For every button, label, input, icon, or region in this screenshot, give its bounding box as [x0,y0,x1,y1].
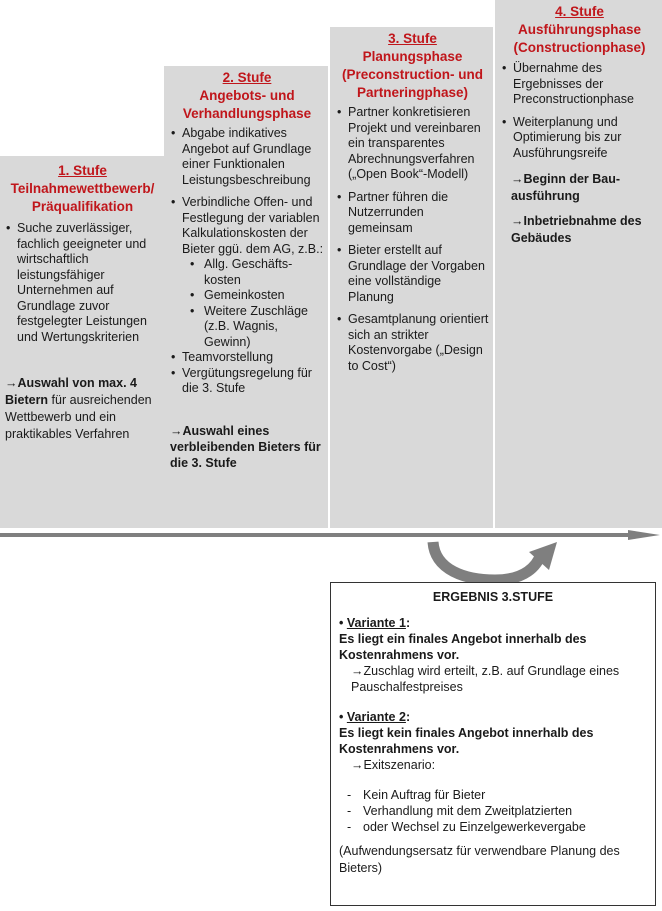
stage-3-subtitle-line2: (Preconstruction- und [342,67,483,82]
variante-2-text: Es liegt kein finales Angebot innerhalb des Kostenrahmens vor. [339,726,594,756]
dash-marker: - [347,788,352,802]
stage-2-bullet [170,195,324,350]
stage-4-title: 4. Stufe [555,4,604,19]
stage-2-subtitle-line2: Verhandlungsphase [182,106,312,121]
stage-4-result: →Inbetriebnahme des Gebäudes [511,214,642,245]
variante-2-label: Variante 2 [346,710,406,724]
stage-2-sub-bullet-list [182,257,324,350]
exit-option [339,787,647,803]
exit-option-text: Kein Auftrag für Bieter [363,788,486,802]
variante-1-heading [339,615,647,631]
stage-2-result: →Auswahl eines verbleibenden Bieters für die 3. Stufe [170,423,321,470]
stage-2-column [164,66,328,528]
stage-1-result [5,375,160,443]
stage-2-bullet: • Vergütungsregelung für die 3. Stufe [170,366,324,397]
stage-1-result-rest: für ausreichenden Wettbewerb und ein praktikables Verfahren [5,393,152,441]
stage-2-heading [170,69,324,123]
stage-2-sub-bullet: • Allg. Geschäfts-kosten [182,257,324,288]
stage-4-subtitle-line1: Ausführungsphase [517,22,641,37]
stage-1-bullet: • Suche zuverlässiger, fachlich geeigneter und wirtschaftlich leistungsfähiger Unternehmen auf Grundlage zuvor festgelegter Leistungen und Wertungskriterien [5,221,160,345]
stage-3-bullet: • Gesamtplanung orientiert sich an strikter Kostenvorgabe („Design to Cost“) [336,312,489,374]
stage-3-subtitle-line3: Partneringphase) [356,85,469,100]
stage-2-bullet: • Abgabe indikatives Angebot auf Grundlage einer Funktionalen Leistungsbeschreibung [170,126,324,188]
timeline-arrow [0,530,662,540]
stage-1-subtitle-line1: Teilnahmewettbewerb/ [10,181,155,196]
stage-2-bullet-text: Verbindliche Offen- und Festlegung der variablen Kalkulationskosten der Bieter ggü. dem AG, z.B.: [182,195,324,256]
variante-1-text: Es liegt ein finales Angebot innerhalb des Kostenrahmens vor. [339,632,587,662]
ergebnis-note: (Aufwendungsersatz für verwendbare Planung des Bieters) [339,844,620,875]
stage-1-bullet-list [5,221,160,345]
stage-4-bullet-list [501,61,658,161]
timeline-arrow-head [628,530,660,540]
stage-2-bullet: • Teamvorstellung [170,350,324,366]
stage-4-bullet: • Weiterplanung und Optimierung bis zur Ausführungsreife [501,115,658,162]
stage-3-bullet: • Partner konkretisieren Projekt und vereinbaren ein transparentes Abrechnungsverfahren („Open Book“-Modell) [336,105,489,183]
dash-marker: - [347,804,352,818]
variante-1-colon: : [405,616,411,630]
variante-2-bullet: • [339,710,347,724]
variante-2-colon: : [405,710,411,724]
stage-1-result-bold: →Auswahl von max. 4 Bietern [5,376,137,407]
curved-arrow-icon [425,540,565,584]
variante-1-bullet: • [339,616,347,630]
variante-1-result: →Zuschlag wird erteilt, z.B. auf Grundlage eines Pauschalfestpreises [351,664,620,694]
stage-2-sub-bullet: • Gemeinkosten [182,288,324,304]
stage-1-heading [5,162,160,216]
exit-option [339,803,647,819]
stage-2-title: 2. Stufe [222,70,272,85]
stage-4-subtitle-line2: (Constructionphase) [513,40,646,55]
stage-1-subtitle-line2: Präqualifikation [31,199,134,214]
variante-2-result: →Exitszenario: [351,758,436,772]
stage-2-bullet-list [170,126,324,397]
ergebnis-box [330,582,656,906]
stage-3-subtitle-line1: Planungsphase [362,49,463,64]
stage-3-column [330,27,493,528]
stage-3-heading [336,30,489,102]
stage-4-heading [501,3,658,57]
variante-1-label: Variante 1 [346,616,406,630]
stage-3-bullet: • Bieter erstellt auf Grundlage der Vorgaben eine vollständige Planung [336,243,489,305]
ergebnis-title: ERGEBNIS 3.STUFE [432,590,554,604]
stage-2-sub-bullet: • Weitere Zuschläge (z.B. Wagnis, Gewinn) [182,304,324,351]
exit-options-list [339,787,647,835]
exit-option-text: oder Wechsel zu Einzelgewerkevergabe [363,820,586,834]
exit-option [339,819,647,835]
stage-4-bullet: • Übernahme des Ergebnisses der Preconstructionphase [501,61,658,108]
stage-2-subtitle-line1: Angebots- und [199,88,295,103]
stage-1-column [0,156,164,528]
timeline-arrow-shaft [0,533,632,537]
variante-2-heading [339,709,647,725]
exit-option-text: Verhandlung mit dem Zweitplatzierten [363,804,573,818]
stage-4-column [495,0,662,528]
stage-1-title: 1. Stufe [58,163,107,178]
stage-3-bullet-list [336,105,489,374]
stage-3-bullet: • Partner führen die Nutzerrunden gemeinsam [336,190,489,237]
dash-marker: - [347,820,352,834]
stage-4-result: →Beginn der Bau-ausführung [511,172,621,203]
stage-3-title: 3. Stufe [388,31,437,46]
